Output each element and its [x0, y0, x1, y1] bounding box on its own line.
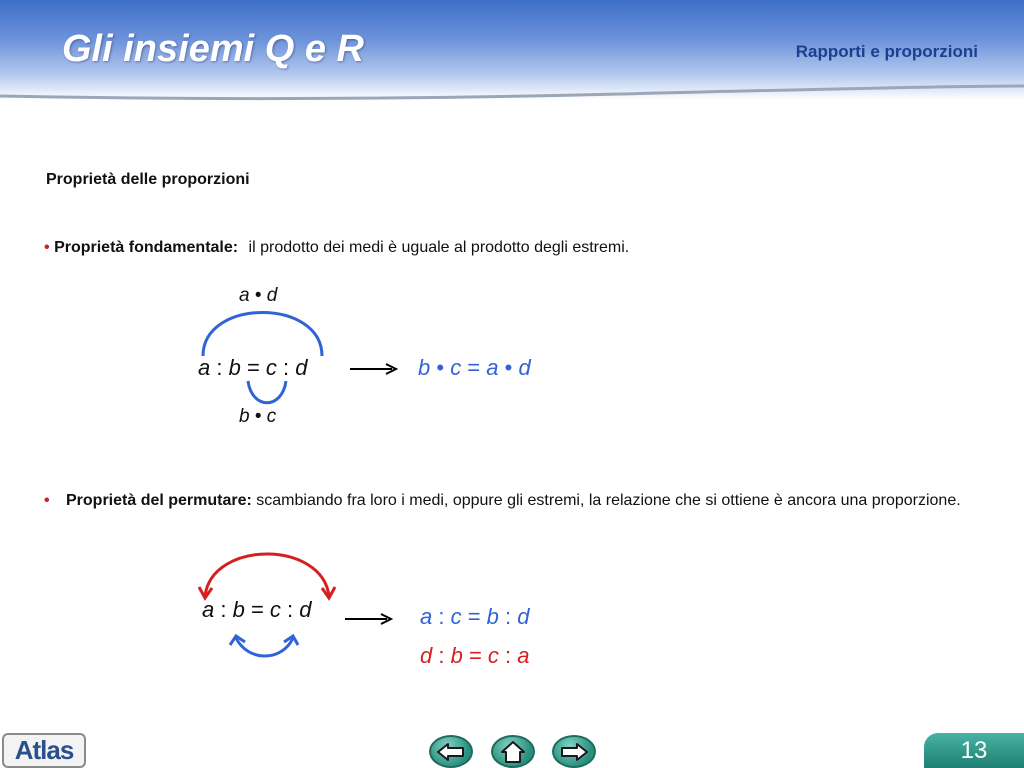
product-means-label: b • c: [239, 406, 277, 427]
result-permute-extremes: d : b = c : a: [420, 643, 530, 668]
result-fundamental: b • c = a • d: [418, 355, 531, 380]
bullet-marker: •: [44, 239, 50, 256]
atlas-logo: Atlas: [2, 733, 86, 768]
page-title: Gli insiemi Q e R: [62, 28, 364, 70]
bullet-term: Proprietà fondamentale:: [54, 239, 239, 256]
section-title: Proprietà delle proporzioni: [46, 171, 250, 188]
page-number: 13: [924, 733, 1024, 768]
arrow-right-icon: [559, 742, 589, 762]
proportion-1: a : b = c : d: [198, 355, 308, 380]
home-icon: [499, 740, 527, 764]
arc-extremes-red: [205, 554, 329, 596]
prev-button[interactable]: [429, 735, 473, 768]
bullet-text: scambiando fra loro i medi, oppure gli estremi, la relazione che si ottiene è ancora una proporzione.: [256, 492, 961, 509]
bullet-term: Proprietà del permutare:: [66, 492, 252, 509]
product-extremes-label: a • d: [239, 285, 278, 306]
bullet-marker: •: [44, 492, 50, 509]
home-button[interactable]: [491, 735, 535, 768]
arrow-left-icon: [436, 742, 466, 762]
next-button[interactable]: [552, 735, 596, 768]
proportion-2: a : b = c : d: [202, 597, 312, 622]
result-permute-means: a : c = b : d: [420, 604, 530, 629]
bullet-text: il prodotto dei medi è uguale al prodotto degli estremi.: [248, 239, 630, 256]
section-name: Rapporti e proporzioni: [795, 42, 978, 61]
